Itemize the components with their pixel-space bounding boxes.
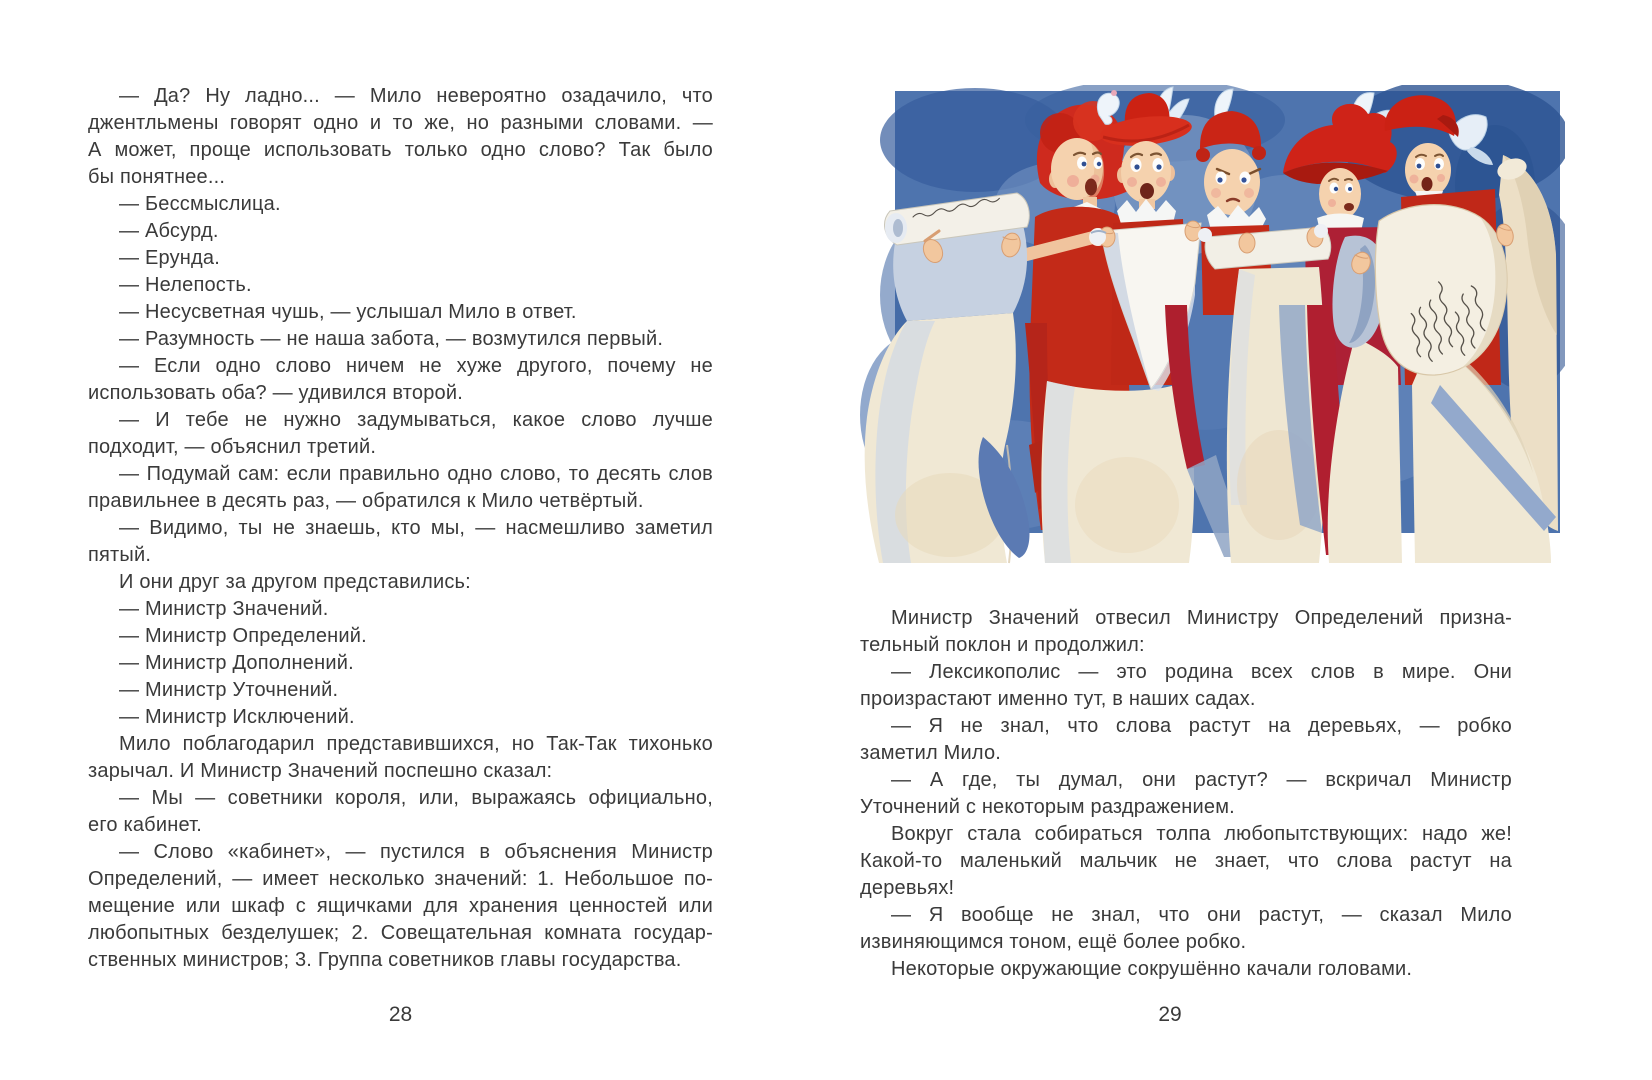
text-line: Министр Значений отвесил Министру Определений призна- <box>891 607 1512 629</box>
text-line: — Нелепость. <box>119 274 252 296</box>
text-line: — Я вообще не знал, что они растут, — сказал Мило <box>891 904 1512 926</box>
right-page-number: 29 <box>1158 1003 1182 1026</box>
text-line: — Если одно слово ничем не хуже другого, почему не <box>119 355 713 377</box>
left-page-text <box>88 83 713 974</box>
text-line: — Бессмыслица. <box>119 193 281 215</box>
text-line: — Лексикополис — это родина всех слов в мире. Они <box>891 661 1512 683</box>
text-line: — Видимо, ты не знаешь, кто мы, — насмешливо заметил <box>119 517 713 539</box>
text-line: — Несусветная чушь, — услышал Мило в ответ. <box>119 301 577 323</box>
text-line: любопытных безделушек; 2. Совещательная комната государ- <box>88 922 713 944</box>
text-line: заметил Мило. <box>860 742 1002 764</box>
text-line: тельный поклон и продолжил: <box>860 634 1145 656</box>
text-line: Какой-то маленький мальчик не знает, что слова растут на <box>860 850 1512 872</box>
text-line: — Слово «кабинет», — пустился в объяснения Министр <box>119 841 713 863</box>
text-line: — Министр Уточнений. <box>119 679 339 701</box>
text-line: — А где, ты думал, они растут? — вскричал Министр <box>891 769 1512 791</box>
text-line: — Министр Определений. <box>119 625 367 647</box>
text-line: использовать оба? — удивился второй. <box>88 382 463 404</box>
left-page-number: 28 <box>388 1003 413 1026</box>
right-page-text <box>860 605 1512 983</box>
text-line: — Разумность — не наша забота, — возмутился первый. <box>119 328 664 350</box>
text-line: — Министр Значений. <box>119 598 329 620</box>
feather-bead <box>1111 90 1117 96</box>
text-line: бы понятнее... <box>88 166 226 188</box>
text-line: Мило поблагодарил представившихся, но Так-Так тихонько <box>119 733 713 755</box>
text-line: джентльмены говорят одно и то же, но разными словами. — <box>88 112 713 134</box>
text-line: Вокруг стала собираться толпа любопытствующих: надо же! <box>891 823 1512 845</box>
text-line: — И тебе не нужно задумываться, какое слово лучше <box>119 409 713 431</box>
text-line: И они друг за другом представились: <box>119 571 471 593</box>
text-line: произрастают именно тут, в наших садах. <box>860 688 1256 710</box>
text-line: — Подумай сам: если правильно одно слово, то десять слов <box>119 463 713 485</box>
text-line: подходит, — объяснил третий. <box>88 436 377 458</box>
text-line: Определений, — имеет несколько значений: 1. Небольшое по- <box>88 868 713 890</box>
text-line: извиняющимся тоном, ещё более робко. <box>860 931 1247 953</box>
text-line: — Ерунда. <box>119 247 220 269</box>
text-line: деревьях! <box>860 877 955 899</box>
text-line: его кабинет. <box>88 814 203 836</box>
text-line: мещение или шкаф с ящичками для хранения ценностей или <box>88 895 713 917</box>
text-line: ственных министров; 3. Группа советников главы государства. <box>88 949 682 971</box>
text-line: Некоторые окружающие сокрушённо качали головами. <box>891 958 1413 980</box>
text-line: зарычал. И Министр Значений поспешно сказал: <box>88 760 553 782</box>
text-line: — Министр Исключений. <box>119 706 355 728</box>
text-line: правильнее в десять раз, — обратился к Мило четвёртый. <box>88 490 644 512</box>
text-line: Уточнений с некоторым раздражением. <box>860 796 1235 818</box>
text-line: — Министр Дополнений. <box>119 652 354 674</box>
ministers-illustration <box>855 85 1565 567</box>
text-line: — Мы — советники короля, или, выражаясь официально, <box>119 787 713 809</box>
text-line: — Да? Ну ладно... — Мило невероятно озадачило, что <box>119 85 713 107</box>
text-line: пятый. <box>88 544 152 566</box>
text-line: — Я не знал, что слова растут на деревьях, — робко <box>891 715 1512 737</box>
text-line: — Абсурд. <box>119 220 219 242</box>
text-line: А может, проще использовать только одно слово? Так было <box>88 139 713 161</box>
